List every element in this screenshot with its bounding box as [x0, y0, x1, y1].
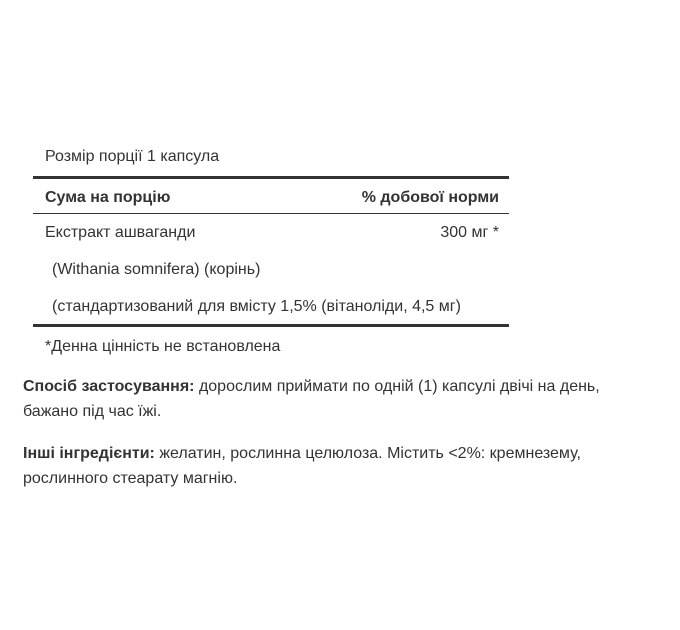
ingredient-standardization-row	[33, 288, 509, 327]
daily-value-footnote: *Денна цінність не встановлена	[45, 338, 281, 355]
ingredient-amount: 300 мг *	[440, 224, 499, 241]
other-ingredients-label: Інші інгредієнти:	[23, 445, 155, 462]
footnote-row	[33, 327, 509, 365]
usage-instructions	[23, 374, 643, 424]
ingredient-standardization: (стандартизований для вмісту 1,5% (вітаноліди, 4,5 мг)	[52, 298, 461, 315]
facts-header-row	[33, 176, 509, 214]
ingredient-latin-name: (Withania somnifera) (корінь)	[52, 261, 261, 278]
ingredient-latin-row	[33, 251, 509, 288]
serving-size	[33, 138, 509, 176]
ingredient-row	[33, 214, 509, 251]
usage-label: Спосіб застосування:	[23, 378, 195, 395]
other-ingredients	[23, 441, 643, 491]
other-ingredients-text: желатин, рослинна целюлоза. Містить <2%: кремнезему, рослинного стеарату магнію.	[23, 445, 581, 487]
amount-per-serving-label: Сума на порцію	[45, 189, 171, 206]
serving-size-text: Розмір порції 1 капсула	[45, 148, 220, 165]
supplement-facts-table	[33, 138, 509, 365]
daily-value-label: % добової норми	[361, 189, 499, 206]
ingredient-name: Екстракт ашваганди	[45, 224, 196, 241]
usage-text: дорослим приймати по одній (1) капсулі двічі на день, бажано під час їжі.	[23, 378, 600, 420]
